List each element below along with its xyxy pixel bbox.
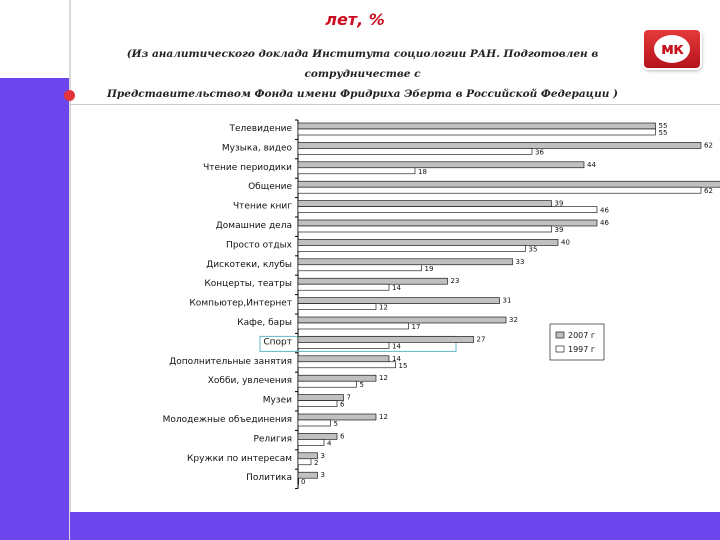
value-label-1997: 14 xyxy=(392,342,401,351)
legend-swatch xyxy=(556,332,564,338)
value-label-1997: 35 xyxy=(528,245,538,254)
bar-2007 xyxy=(298,395,344,401)
value-label-2007: 14 xyxy=(392,354,401,363)
bar-1997 xyxy=(298,207,597,213)
value-label-2007: 27 xyxy=(476,335,486,344)
value-label-2007: 3 xyxy=(320,451,325,460)
bar-1997 xyxy=(298,420,331,426)
value-label-1997: 46 xyxy=(600,206,609,215)
bar-2007 xyxy=(298,259,513,265)
category-label: Телевидение xyxy=(229,124,292,134)
value-label-2007: 44 xyxy=(587,160,596,169)
bar-1997 xyxy=(298,148,532,154)
value-label-1997: 2 xyxy=(314,458,319,467)
legend-label: 1997 г xyxy=(568,345,596,354)
value-label-1997: 19 xyxy=(424,264,434,273)
bar-2007 xyxy=(298,220,597,226)
left-accent-band xyxy=(0,0,70,540)
bar-1997 xyxy=(298,187,701,193)
bar-2007 xyxy=(298,356,389,362)
bar-2007 xyxy=(298,375,376,381)
value-label-2007: 33 xyxy=(515,257,525,266)
value-label-1997: 14 xyxy=(392,284,401,293)
value-label-2007: 12 xyxy=(379,413,388,421)
bottom-accent-band xyxy=(70,512,720,540)
value-label-1997: 39 xyxy=(554,226,564,234)
category-label: Хобби, увлечения xyxy=(207,376,292,387)
value-label-2007: 32 xyxy=(509,316,518,324)
value-label-1997: 55 xyxy=(658,129,668,137)
bar-2007 xyxy=(298,298,500,304)
category-label: Музеи xyxy=(262,395,292,406)
value-label-1997: 17 xyxy=(411,323,421,331)
value-label-2007: 7 xyxy=(346,393,351,402)
bar-chart xyxy=(160,118,713,496)
bar-1997 xyxy=(298,323,409,329)
category-label: Молодежные объединения xyxy=(162,415,292,425)
category-label: Музыка, видео xyxy=(221,143,292,154)
bar-1997 xyxy=(298,439,324,445)
value-label-2007: 62 xyxy=(704,141,713,150)
category-label: Концерты, театры xyxy=(204,279,292,290)
category-label: Компьютер,Интернет xyxy=(189,298,292,309)
value-label-2007: 23 xyxy=(450,277,460,286)
bar-1997 xyxy=(298,245,526,251)
bar-1997 xyxy=(298,168,415,174)
value-label-2007: 39 xyxy=(554,199,564,208)
value-label-2007: 6 xyxy=(340,432,345,441)
bar-1997 xyxy=(298,129,656,135)
value-label-2007: 46 xyxy=(600,219,609,227)
bar-2007 xyxy=(298,181,720,187)
subtitle-line-2: Представительством Фонда имени Фридриха Эберта в Российской Федерации ) xyxy=(107,88,618,100)
category-label: Чтение книг xyxy=(233,201,292,212)
mk-logo xyxy=(644,30,700,68)
category-label: Чтение периодики xyxy=(203,162,292,173)
value-label-2007: 12 xyxy=(379,374,388,383)
bar-2007 xyxy=(298,239,558,245)
value-label-2007: 55 xyxy=(658,122,668,130)
slide-title: лет, % xyxy=(325,10,385,29)
value-label-1997: 36 xyxy=(535,148,544,157)
value-label-1997: 62 xyxy=(704,187,713,196)
header-divider xyxy=(70,104,720,105)
legend-box xyxy=(550,324,604,360)
legend-label: 2007 г xyxy=(568,331,596,340)
category-label: Домашние дела xyxy=(215,221,292,231)
bar-1997 xyxy=(298,459,311,465)
category-label: Просто отдых xyxy=(226,240,292,251)
category-label: Политика xyxy=(246,473,292,484)
category-label: Общение xyxy=(248,182,292,193)
bar-1997 xyxy=(298,304,376,310)
bar-1997 xyxy=(298,265,422,271)
bar-1997 xyxy=(298,342,389,348)
category-label: Кафе, бары xyxy=(237,318,292,328)
slide-subtitle xyxy=(100,44,625,104)
bar-1997 xyxy=(298,226,552,232)
value-label-1997: 12 xyxy=(379,303,388,312)
bar-2007 xyxy=(298,142,701,148)
bar-1997 xyxy=(298,401,337,407)
bar-1997 xyxy=(298,284,389,290)
value-label-1997: 5 xyxy=(359,381,364,390)
red-marker-dot xyxy=(64,90,75,101)
category-label: Дополнительные занятия xyxy=(169,356,292,367)
value-label-1997: 0 xyxy=(301,478,306,487)
bar-1997 xyxy=(298,478,299,484)
bar-2007 xyxy=(298,201,552,207)
vertical-divider xyxy=(69,0,71,540)
bar-1997 xyxy=(298,381,357,387)
subtitle-line-1: (Из аналитического доклада Института социологии РАН. Подготовлен в сотрудничестве с xyxy=(126,48,599,80)
legend-swatch xyxy=(556,346,564,352)
bar-2007 xyxy=(298,278,448,284)
logo-text: мк xyxy=(661,39,683,58)
value-label-2007: 40 xyxy=(561,238,570,247)
value-label-2007: 31 xyxy=(502,296,512,305)
left-band-top-panel xyxy=(0,0,70,78)
category-label: Дискотеки, клубы xyxy=(206,259,292,270)
category-label: Кружки по интересам xyxy=(187,453,292,464)
value-label-2007: 3 xyxy=(320,471,325,480)
category-label: Религия xyxy=(253,434,292,445)
value-label-1997: 15 xyxy=(398,361,408,370)
bar-2007 xyxy=(298,317,506,323)
bar-2007 xyxy=(298,162,584,168)
value-label-1997: 18 xyxy=(418,167,427,176)
bar-1997 xyxy=(298,362,396,368)
bar-2007 xyxy=(298,123,656,129)
category-label: Спорт xyxy=(263,337,292,348)
value-label-1997: 4 xyxy=(327,439,332,448)
value-label-1997: 6 xyxy=(340,400,345,409)
bar-2007 xyxy=(298,336,474,342)
value-label-1997: 5 xyxy=(333,420,338,428)
